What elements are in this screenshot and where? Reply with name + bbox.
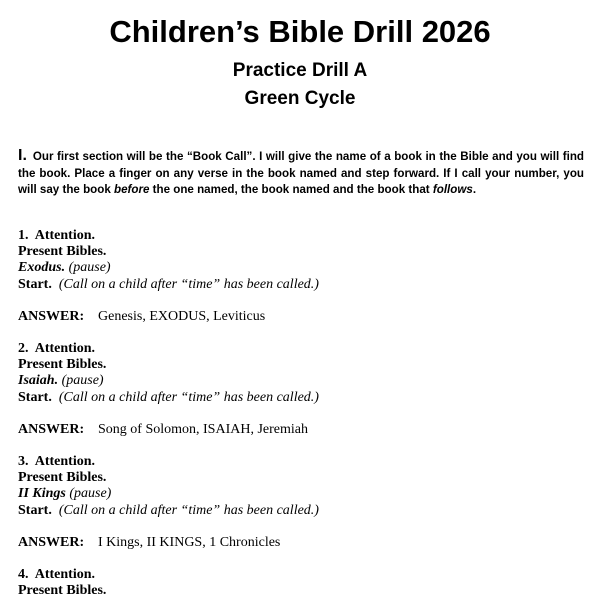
question-2-attention: 2. Attention.: [18, 341, 96, 356]
intro-before: before: [114, 183, 150, 196]
question-3-present: Present Bibles.: [18, 470, 107, 486]
page-subtitle: Practice Drill A: [232, 60, 368, 81]
question-1-attention: 1. Attention.: [18, 228, 96, 243]
answer-3-text: I Kings, II KINGS, 1 Chronicles: [98, 535, 281, 550]
question-1: [18, 228, 588, 293]
answer-2-text: Song of Solomon, ISAIAH, Jeremiah: [98, 422, 308, 437]
question-1-book: Exodus.: [18, 260, 66, 276]
cycle-label: Green Cycle: [244, 88, 356, 109]
answer-3: [18, 535, 588, 551]
page-title: Children’s Bible Drill 2026: [109, 14, 491, 49]
intro-follows: follows: [432, 183, 473, 196]
question-1-present: Present Bibles.: [18, 244, 107, 260]
question-2-start-line: Start. (Call on a child after “time” has been called.): [18, 389, 319, 405]
question-2-book-line: Isaiah. (pause): [18, 373, 104, 389]
question-1-start-line: Start. (Call on a child after “time” has been called.): [18, 276, 319, 292]
answer-2: [18, 422, 588, 438]
answer-2-label: ANSWER:: [18, 422, 85, 437]
question-3-start-line: Start. (Call on a child after “time” has been called.): [18, 502, 319, 518]
section-intro: [18, 148, 584, 199]
answer-1-label: ANSWER:: [18, 309, 85, 324]
question-3-book: II Kings: [18, 486, 66, 502]
answer-1-text: Genesis, EXODUS, Leviticus: [98, 309, 266, 324]
intro-text-2: the one named, the book named and the book that: [149, 183, 433, 196]
section-numeral: I.: [18, 147, 27, 164]
answer-1: [18, 309, 588, 325]
question-2: [18, 341, 588, 406]
answer-3-label: ANSWER:: [18, 535, 85, 550]
question-2-present: Present Bibles.: [18, 357, 107, 373]
intro-end: .: [472, 183, 477, 196]
question-3: [18, 454, 588, 519]
question-2-book: Isaiah.: [18, 373, 59, 389]
intro-text-1: Our first section will be the “Book Call”. I will give the name of a book in the Bible and you will find the book. Place a finger on any verse in the book named and step forward. If I call your number, you will say the book: [18, 150, 584, 196]
question-3-attention: 3. Attention.: [18, 454, 96, 469]
question-4-present: Present Bibles.: [18, 583, 107, 599]
question-4-attention: 4. Attention.: [18, 567, 96, 582]
question-3-book-line: II Kings (pause): [18, 486, 112, 502]
question-1-book-line: Exodus. (pause): [18, 260, 111, 276]
question-4: [18, 567, 588, 599]
